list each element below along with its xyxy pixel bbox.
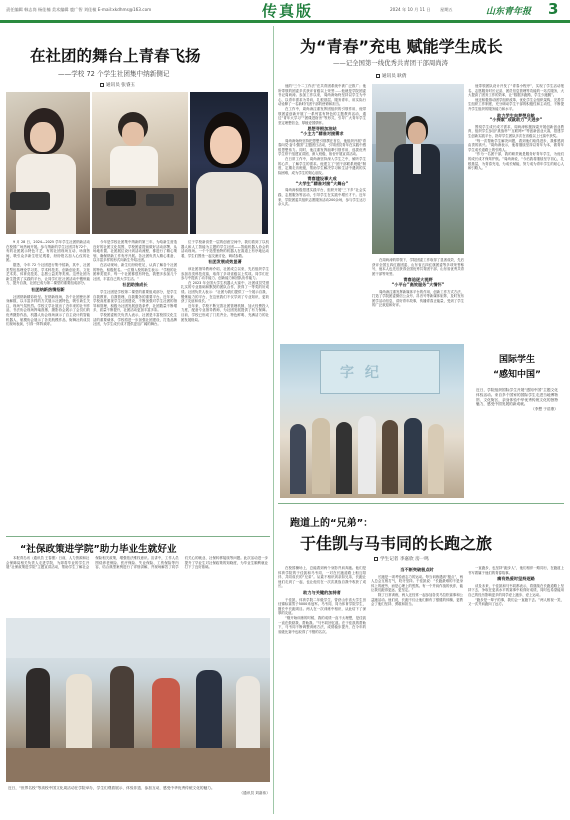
a1-p6: 学生社团是学校第二课堂的重要组成部分，是学生自我教育、自我管理、自我服务的重要平台。近年来，学校高度重视学生社团建设，不断加强对学生社团的指导和管理，积极为社团发展创造条件，社团数量不断增多，质量不断提升，社团活动更加丰富多彩。: [93, 289, 177, 313]
intl-credit: （李想 于浩康）: [531, 407, 558, 412]
section-title: 传真版: [262, 2, 314, 20]
column-divider-bottom: [273, 536, 274, 814]
a4-subhead2: 当不断突破极点时: [400, 567, 434, 572]
a1-photo3-shirt: [196, 172, 262, 234]
a1-p10: 在 2023 年全国大学生机器人大赛中，社团成员凭借扎实的专业基础和默契的团队合作，获得了一等奖的好成绩。社团负责人表示：“社团为我们提供了一个展示自我、锻炼能力的平台，在这里我们不仅学到了专业知识，更收获了友谊和成长。”: [181, 280, 269, 304]
intl-caption: 近日，学院组织国际学生开展“感知中国”主题文化体验活动。来自多个国家的国际学生走进当地博物馆、文化街区，亲身体验中华优秀传统文化的独特魅力，感受中国发展的新成就。: [476, 388, 558, 407]
a3-p1: 本报青岛讯（通讯员 王春蕾）日前，人力资源和社会保障局相关负责人走进学院，为即将毕业的学生开展“社保政策进学院”主题宣讲活动，帮助学生了解社会保险相关政策，增强依法维权意识。宣讲中，工作人员围绕养老保险、医疗保险、失业保险、工伤保险等内容，结合典型案例进行了详细讲解，并现场解答了同学们关心的就业、社保转移接续等问题。此次活动进一步提升了毕业生对社保政策的知晓度，为毕业生顺利就业打下了良好基础。: [6, 556, 268, 570]
a1-photo-robot-table: [92, 92, 188, 234]
a2-subhead4b: “小探索”成就助力“大进步”: [489, 117, 543, 123]
a1-p11: 近年来，学校不断完善社团管理机制，加大经费投入力度，配备专业指导教师，为社团发展提供了有力保障。目前，学校已形成了门类齐全、特色鲜明、充满活力的社团发展格局。: [181, 303, 269, 322]
a4-p5: 除了日常训练，两人还经常一起参加各类马拉松赛事和公益跑活动。他们说，长跑不仅让他们拥有了强健的体魄，更教会了他们坚持、勇敢和担当。: [371, 592, 463, 607]
issue-date: 2024 年 10 月 11 日: [390, 7, 431, 12]
a1-p5: 在活动现场，新生们纷纷驻足，认真了解各个社团的特色，积极报名。一位刚入校的新生表示：“学校的社团种类很多，每一个社团都很有特色，我想多参加几个社团，丰富自己的大学生活。”: [93, 262, 177, 281]
intl-photo-person4: [358, 416, 376, 494]
byline-square-icon: [100, 83, 104, 87]
intl-photo-sign-mark: 字 纪: [340, 365, 382, 381]
a2-col3: [468, 84, 564, 336]
a1-p7: 学校团委相关负责人表示，社团是丰富校园文化生活的重要载体，学校将进一步加强社团建设，打造品牌社团，为学生成长成才提供更加广阔的舞台。: [93, 312, 177, 327]
a4-rule: [278, 503, 564, 504]
a1-p9: 该社团指导教师介绍，社团成立以来，先后组织学生参加各类科技竞赛，取得了多项省级以上奖项。同学们在参与中提高了动手能力、创新能力和团队协作能力。: [181, 266, 269, 281]
intl-photo-group: [280, 344, 464, 498]
a4-col3: [468, 566, 564, 814]
a4-p6: 一直跑步，也坚持“跑步人”，他们相伴一路同行，在跑道上书写着属于他们的青春故事。: [468, 566, 564, 575]
a3-caption: 近日，“世界名校”等高校中国文化周活动在学院举办，学生们观看展示、体验非遗、参加互动，感受中华优秀传统文化的魅力。: [8, 786, 215, 790]
a4-p4: 长跑是一项考验意志力的运动。每当训练遇到“极点”，两人总会互相打气，咬牙坚持。于佳凯说：“长跑最难的不是身体上的疲劳，而是心理上的煎熬。有一个并肩作战的伙伴，能让我们跑得更远、更坚定。”: [371, 574, 463, 593]
a1-subtitle: ——学校 72 个学生社团集中纳新侧记: [58, 70, 170, 78]
page-number: 3: [548, 0, 559, 18]
a4-p8: “跑步是一辈子的事，我们会一直跑下去。”两人相视一笑，又一次并肩跑向了远方。: [468, 597, 564, 607]
a1-subhead1: 社团纳新热情招新: [31, 286, 65, 292]
a4-p7: 谈及未来，于佳凯和马韦同都表示，将继续在长跑道路上坚持下去，争取在更高水平的赛事中取得好成绩，同时也希望能用自己的经历影响更多的同学爱上跑步、爱上运动。: [468, 583, 564, 597]
newspaper-logo: 山东青年报: [486, 7, 532, 17]
a3-title: “社保政策进学院”助力毕业生就好业: [20, 544, 177, 555]
a4-col1: [278, 566, 366, 814]
a1-col3: [181, 240, 269, 450]
a2-p8: 他带领团队设计开发了“青春小程序”，实现了学生活动报名、志愿服务时长记录、团员信息管理等功能的一站式服务，大大提高了团务工作的效率，让“数据多跑路，学生少跑腿”。: [468, 84, 564, 98]
a2-title: 为“青春”充电 赋能学生成长: [300, 37, 503, 56]
page-bottom-margin: [0, 816, 570, 820]
a4-subhead3: 痛有热爱时坚持逐路: [497, 576, 535, 582]
a1-subhead2: 社团助推成长: [122, 282, 148, 288]
a2-subhead1b: “小主力”精准对接需求: [300, 130, 344, 136]
intl-title-1: 国际学生: [498, 355, 535, 365]
a2-byline: 通讯员 耿倩: [376, 73, 406, 79]
editor-meta: 责任编辑 韩志岗 杨佳楠 美术编辑 鹿广智 刘佳桢 E-mail:xkdhms@163.com: [6, 7, 152, 12]
a2-subhead3: 青春追逐大视野: [403, 277, 433, 283]
a4-col2: [371, 566, 463, 814]
a3-photo-cultural-event: [6, 618, 270, 782]
a2-p9: 他还积极推动团学组织改革，优化学生会组织架构，完善学生组织工作制度，充分调动学生干部的积极性和主动性，不断提升学生组织的服务能力和水平。: [468, 97, 564, 111]
a2-p7: 周尚涛注重发挥新媒体平台的作用，创新工作方式方法，打造了学院团委微信公众号、抖音号等新媒体矩阵，及时发布团学活动信息，讲好青年故事，传播青春正能量，受到了学生的广泛欢迎和好评。: [372, 289, 464, 308]
a1-photo3-face: [210, 126, 242, 164]
a2-p2: 在工作中，周尚涛注重发挥团组织的引领作用，他带领团委创新开展了一系列富有特色的主题教育活动，通过“青年大学习”“团课进宿舍”等形式，引导广大青年学生坚定理想信念，厚植爱国情怀。: [278, 106, 366, 125]
a3-rule: [6, 536, 270, 537]
a2-p5: 周尚涛积极搭建实践平台，组织开展“三下乡”社会实践、志愿服务等活动，引导学生在实践中增长才干。近年来，学院团委共组织志愿服务活动200余场，参与学生达万余人次。: [278, 188, 366, 207]
a1-p2: 据悉，今年 72 个社团进行集中招新，其中，社团类型包括理论学习类、学术科技类、创新创业类、文化艺术类、体育竞技类、志愿公益类等类别。这些社团为新生提供了实践的平台，让同学们在社团活动中锻炼能力、提升自我，社团已成为第二课堂的重要组成部分。: [6, 262, 90, 286]
a4-p3: “刚开始训练的时候，我的成绩一直不太理想，是佳凯一直在鼓励我、帮助我。”马韦同回忆道。在于佳凯的帮助下，马韦同不断调整训练方法，成绩稳步提升，在今年的省级比赛中也取得了不错的名次。: [278, 615, 366, 634]
a2-p6: 在周尚涛的带领下，学院团委工作取得了显著成效，先后获评全国五四红旗团委、山东省五四红旗团委等多项荣誉称号，他本人也先后获得全国优秀共青团干部、山东省优秀共青团干部等荣誉。: [372, 258, 464, 276]
intl-photo-person6: [404, 418, 422, 494]
a1-photo2-face: [122, 122, 144, 146]
a1-col1: [6, 240, 90, 450]
intl-photo-person2: [312, 418, 330, 494]
intl-box: [470, 346, 564, 500]
a1-photo-smiling-student: [190, 92, 268, 234]
a4-p1: 在校园操场上，总能看到两个身影并肩奔跑。他们是体育学院的于佳凯和马韦同，一对在长跑道路上相互陪伴、共同成长的“兄弟”。从素不相识到亲如兄弟，长跑让他们走到了一起，也让他们在一次次挑战自我中收获了成长。: [278, 566, 366, 589]
a1-subhead3: 社团发展成效显著: [208, 259, 242, 265]
a1-p1: 9 月 28 日，2024—2025 学年学生社团纳新活动在校园广场热闹开展。参与纳新的学生社团共有72个，有的社团展示特色才艺，有的社团现场互动、场面热闹，吸引众多新生驻足观看，纷纷报名加入心仪的社团。: [6, 240, 90, 263]
a4-title: 于佳凯与马韦同的长跑之旅: [300, 534, 493, 553]
a2-subhead2: 青春建设事大成: [307, 176, 337, 182]
a2-p3: 周尚涛始终坚持把思想引领摆在首位，他组织开展“青春向党·奋斗强国”主题团日活动，引导团员青年在实践中感悟思想伟力。同时，他注重发挥朋辈引领作用，选拔优秀学生骨干组建宣讲团，深入班级、宿舍开展宣讲活动。: [278, 138, 366, 157]
a4-byline: 学生记者 李嘉欣 房一鸣: [374, 556, 429, 562]
a2-col1: [278, 84, 366, 336]
a1-p4: 今年是学校社团集中纳新的第三年，为给新生营造良好的社团文化氛围，学校团委提前做好活动部署，从场地布置、社团展位设计到活动流程，都进行了精心策划，确保纳新工作有序开展。各社团负责人精心准备，以丰富多样的形式向新生介绍社团。: [93, 240, 177, 263]
byline-square-icon: [374, 557, 378, 561]
intl-photo-person7: [428, 424, 444, 494]
intl-title-2: “感知中国”: [493, 370, 541, 380]
intl-photo-person3: [336, 422, 352, 494]
a2-photo-face: [408, 122, 426, 144]
a1-p3: 社团纳新精彩纷呈。在纳新现场，各个社团使出浑身解数，以丰富多样的方式展示社团特色，吸引新生关注，现场气氛热烈。学校文学社展出了近年来的社刊作品，书法协会现场挥毫泼墨，摄影协会展示了会员们的优秀摄影作品，机器人协会现场演示了自主设计的智能机器人，航模协会展示了各类航模作品，街舞社的成员们现场表演，引得一阵阵欢呼。: [6, 294, 90, 327]
a1-byline: 通讯员 张睿玉: [100, 82, 135, 88]
a2-p1: 他的“三个二工作法”在共青团系统中被广泛推广；他所带领的团委多次获评省级以上荣誉……他就是学院团委书记周尚涛。参加工作以来，周尚涛始终坚持以学生为中心，以青年需求为导向，扎根基层、服务青年，用实际行动诠释了一名新时代团干部的使命和担当。: [278, 84, 366, 107]
a2-subhead2b: “大学生”精准对接“大舞台”: [295, 180, 349, 186]
a3-body: [6, 556, 268, 614]
a2-subtitle: ——记全国第一线优秀共青团干部周尚涛: [333, 59, 449, 67]
a1-p8: 位于学校新食堂一层的创意空间中，我们看到了以机器人和人工智能为主题的学生社团——智能机器人协会的活动现场。一个个造型独特的机器人在赛道上有序地运动着，学生们围坐一起交流讨论、调试参数。: [181, 240, 269, 258]
masthead-rule: [0, 20, 570, 23]
byline-square-icon: [376, 74, 380, 78]
a2-p4: 在日常工作中，周尚涛坚持深入学生之中，倾听学生的心声，了解学生的需求。他建立了“团干部联系班级”制度，定期走访班级，帮助学生解决学习和生活中遇到的实际困难，成为学生的知心朋友。: [278, 156, 366, 175]
a4-kicker: 跑道上的“兄弟”：: [290, 518, 374, 529]
a2-col2: [372, 258, 464, 340]
issue-weekday: 星期五: [440, 7, 453, 12]
a1-photo-student-with-robot: [6, 92, 90, 234]
a4-subhead1: 助力与关键的加持者: [303, 589, 341, 595]
a2-photo-shirt: [413, 144, 421, 174]
a1-photo2-controller: [146, 194, 174, 206]
a4-p2: 于佳凯，体育学院二年级学生，曾获山东省大学生田径锦标赛男子5000米冠军。马韦同，同为体育学院学生，擅长中长跑项目。两人在一次训练中相识，从此结下了深厚的友谊。: [278, 597, 366, 616]
a1-title: 在社团的舞台上青春飞扬: [30, 47, 201, 65]
a2-p11: “每一次帮助学生解决问题，看到他们取得进步，我都感到由衷的高兴。”周尚涛表示，他将继续坚持以青年为本，做青年学生成长道路上的引路人。: [468, 138, 564, 152]
a1-photo-face: [30, 122, 56, 152]
a3-photo-ceiling: [6, 618, 270, 658]
column-divider-left: [273, 26, 274, 536]
a2-p12: “作为一名团干部，我的职责就是服务好青年学生，为他们的成长成才保驾护航。”周尚涛说，“今后我将继续坚守初心，扎根基层，为青春充电，为成长赋能，努力成为青年学生的贴心人和引路人。”: [468, 152, 564, 171]
a2-photo-portrait: [372, 84, 464, 254]
a3-photo-table: [6, 748, 270, 782]
a1-col2: [93, 240, 177, 450]
a1-photo2-shirt: [110, 146, 158, 186]
a1-photo2-robot-car: [106, 190, 136, 206]
intl-photo-person1: [290, 424, 306, 494]
a3-credit: （通讯员 刘嘉伟）: [239, 791, 270, 795]
intl-photo-person5: [382, 420, 398, 494]
a2-p10: 围绕学生成长成才需求，周尚涛积极探索开展创新创业教育，组织学生参加“挑战杯”“互联网+”等创新创业大赛，搭建学生创新实践平台，指导学生团队多次在省级以上比赛中获奖。: [468, 124, 564, 138]
a2-subhead3b: “小平台”高效服务“大情怀”: [391, 281, 445, 287]
a2-subhead4: 助力学生向梦想启航: [497, 112, 535, 118]
a1-photo-robot-kit: [10, 192, 50, 210]
a2-subhead1: 思想寻根加油站: [307, 126, 337, 132]
